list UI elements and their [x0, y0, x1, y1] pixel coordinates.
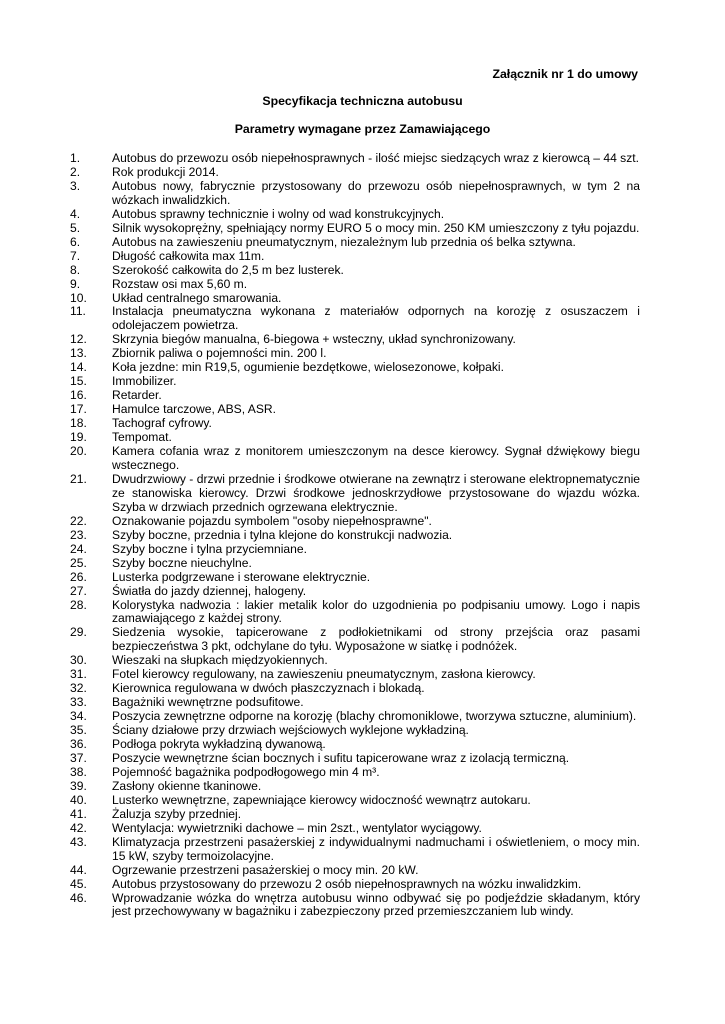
- list-item: [0, 417, 725, 431]
- item-number: 37.: [70, 750, 87, 765]
- item-text: Podłoga pokryta wykładziną dywanową.: [112, 737, 326, 752]
- item-number: 7.: [70, 248, 81, 263]
- list-item: [0, 599, 725, 627]
- list-item: [0, 152, 725, 166]
- item-number: 22.: [70, 513, 87, 528]
- item-number: 46.: [70, 890, 87, 905]
- list-item: [0, 305, 725, 333]
- item-number: 5.: [70, 220, 81, 235]
- item-number: 29.: [70, 625, 87, 640]
- item-number: 21.: [70, 471, 87, 486]
- list-item: [0, 347, 725, 361]
- item-text: Żaluzja szyby przedniej.: [112, 806, 242, 821]
- item-text: Światła do jazdy dziennej, halogeny.: [112, 583, 307, 598]
- list-item: [0, 389, 725, 403]
- item-number: 42.: [70, 820, 87, 835]
- item-text: Kolorystyka nadwozia : lakier metalik kolor do uzgodnienia po podpisaniu umowy. Logo i napis zamawiającego z każdej strony.: [112, 597, 640, 626]
- item-text: Koła jezdne: min R19,5, ogumienie bezdętkowe, wielosezonowe, kołpaki.: [112, 360, 504, 375]
- item-text: Oznakowanie pojazdu symbolem "osoby niepełnosprawne".: [112, 513, 432, 528]
- document-subtitle: Parametry wymagane przez Zamawiającego: [234, 122, 491, 136]
- item-text: Długość całkowita max 11m.: [112, 248, 265, 263]
- item-number: 4.: [70, 206, 81, 221]
- annex-label: Załącznik nr 1 do umowy: [492, 67, 638, 81]
- item-number: 18.: [70, 416, 87, 431]
- item-text: Lusterko wewnętrzne, zapewniające kierowcy widoczność wewnątrz autokaru.: [112, 792, 531, 807]
- item-text: Bagażniki wewnętrzne podsufitowe.: [112, 695, 304, 710]
- item-number: 13.: [70, 346, 87, 361]
- list-item: [0, 822, 725, 836]
- list-item: [0, 264, 725, 278]
- item-text: Immobilizer.: [112, 374, 177, 389]
- item-number: 19.: [70, 430, 87, 445]
- item-number: 10.: [70, 290, 87, 305]
- list-item: [0, 529, 725, 543]
- item-text: Układ centralnego smarowania.: [112, 290, 282, 305]
- list-item: [0, 180, 725, 208]
- item-text: Szyby boczne, przednia i tylna klejone do konstrukcji nadwozia.: [112, 527, 453, 542]
- list-item: [0, 557, 725, 571]
- item-text: Poszycia zewnętrzne odporne na korozję (blachy chromoniklowe, tworzywa sztuczne, aluminium).: [112, 709, 637, 724]
- item-number: 39.: [70, 778, 87, 793]
- list-item: [0, 208, 725, 222]
- item-text: Wprowadzanie wózka do wnętrza autobusu winno odbywać się po podjeździe składanym, który jest przechowywany w bagażniku i zabezpieczony przed przemieszczaniem lub windy.: [112, 890, 640, 919]
- list-item: [0, 626, 725, 654]
- item-number: 43.: [70, 834, 87, 849]
- list-item: [0, 445, 725, 473]
- list-item: [0, 836, 725, 864]
- item-number: 31.: [70, 667, 87, 682]
- item-text: Poszycie wewnętrzne ścian bocznych i sufitu tapicerowane wraz z izolacją termiczną.: [112, 750, 570, 765]
- item-number: 6.: [70, 234, 81, 249]
- item-number: 16.: [70, 388, 87, 403]
- list-item: [0, 222, 725, 236]
- item-number: 20.: [70, 444, 87, 459]
- list-item: [0, 724, 725, 738]
- item-text: Rozstaw osi max 5,60 m.: [112, 276, 248, 291]
- list-item: [0, 403, 725, 417]
- item-text: Lusterka podgrzewane i sterowane elektrycznie.: [112, 569, 371, 584]
- item-text: Tachograf cyfrowy.: [112, 416, 212, 431]
- list-item: [0, 571, 725, 585]
- item-text: Instalacja pneumatyczna wykonana z materiałów odpornych na korozję z osuszaczem i odolejaczem powietrza.: [112, 304, 640, 333]
- item-number: 2.: [70, 164, 81, 179]
- list-item: [0, 794, 725, 808]
- item-number: 27.: [70, 583, 87, 598]
- item-number: 12.: [70, 332, 87, 347]
- list-item: [0, 710, 725, 724]
- item-number: 36.: [70, 737, 87, 752]
- item-number: 1.: [70, 151, 81, 165]
- list-item: [0, 375, 725, 389]
- list-item: [0, 585, 725, 599]
- list-item: [0, 878, 725, 892]
- item-number: 30.: [70, 653, 87, 668]
- list-item: [0, 543, 725, 557]
- item-number: 33.: [70, 695, 87, 710]
- item-number: 41.: [70, 806, 87, 821]
- item-text: Ściany działowe przy drzwiach wejściowych wyklejone wykładziną.: [112, 723, 469, 738]
- item-number: 8.: [70, 262, 81, 277]
- item-text: Fotel kierowcy regulowany, na zawieszeniu pneumatycznym, zasłona kierowcy.: [112, 667, 536, 682]
- item-number: 38.: [70, 764, 87, 779]
- item-text: Szerokość całkowita do 2,5 m bez lusterek.: [112, 262, 344, 277]
- item-text: Autobus sprawny technicznie i wolny od wad konstrukcyjnych.: [112, 206, 445, 221]
- item-text: Dwudrzwiowy - drzwi przednie i środkowe otwierane na zewnątrz i sterowane elektropnematycznie ze stanowiska kierowcy. Drzwi środkowe jednoskrzydłowe przystosowane do wjazdu wózka. Szyba w drzwiach przednich ogrzewana elektrycznie.: [112, 471, 640, 514]
- list-item: [0, 780, 725, 794]
- list-item: [0, 654, 725, 668]
- item-text: Pojemność bagażnika podpodłogowego min 4 m³.: [112, 764, 380, 779]
- item-number: 45.: [70, 876, 87, 891]
- list-item: [0, 682, 725, 696]
- list-item: [0, 766, 725, 780]
- list-item: [0, 250, 725, 264]
- item-text: Wentylacja: wywietrzniki dachowe – min 2szt., wentylator wyciągowy.: [112, 820, 482, 835]
- item-number: 23.: [70, 527, 87, 542]
- list-item: [0, 236, 725, 250]
- list-item: [0, 668, 725, 682]
- item-number: 24.: [70, 541, 87, 556]
- item-number: 28.: [70, 597, 87, 612]
- list-item: [0, 278, 725, 292]
- item-text: Ogrzewanie przestrzeni pasażerskiej o mocy min. 20 kW.: [112, 862, 419, 877]
- item-number: 3.: [70, 178, 81, 193]
- item-number: 9.: [70, 276, 81, 291]
- item-text: Zasłony okienne tkaninowe.: [112, 778, 262, 793]
- item-number: 34.: [70, 709, 87, 724]
- item-number: 44.: [70, 862, 87, 877]
- item-number: 11.: [70, 304, 86, 319]
- item-number: 25.: [70, 555, 87, 570]
- list-item: [0, 864, 725, 878]
- list-item: [0, 808, 725, 822]
- item-number: 32.: [70, 681, 87, 696]
- item-text: Autobus nowy, fabrycznie przystosowany do przewozu osób niepełnosprawnych, w tym 2 na wózkach inwalidzkich.: [112, 178, 640, 207]
- item-number: 35.: [70, 723, 87, 738]
- list-item: [0, 431, 725, 445]
- list-item: [0, 292, 725, 306]
- specification-list: [0, 152, 725, 919]
- item-number: 17.: [70, 402, 87, 417]
- list-item: [0, 473, 725, 515]
- item-text: Kamera cofania wraz z monitorem umieszczonym na desce kierowcy. Sygnał dźwiękowy biegu wstecznego.: [112, 444, 640, 472]
- item-number: 26.: [70, 569, 87, 584]
- item-text: Hamulce tarczowe, ABS, ASR.: [112, 402, 277, 417]
- list-item: [0, 752, 725, 766]
- item-text: Szyby boczne nieuchylne.: [112, 555, 252, 570]
- list-item: [0, 738, 725, 752]
- list-item: [0, 361, 725, 375]
- item-text: Kierownica regulowana w dwóch płaszczyznach i blokadą.: [112, 681, 425, 696]
- list-item: [0, 333, 725, 347]
- item-number: 14.: [70, 360, 87, 375]
- item-text: Skrzynia biegów manualna, 6-biegowa + wsteczny, układ synchronizowany.: [112, 332, 516, 347]
- item-text: Autobus do przewozu osób niepełnosprawnych - ilość miejsc siedzących wraz z kierowcą – 44 szt.: [112, 151, 639, 165]
- item-text: Tempomat.: [112, 430, 172, 445]
- item-number: 15.: [70, 374, 87, 389]
- list-item: [0, 515, 725, 529]
- item-number: 40.: [70, 792, 87, 807]
- item-text: Klimatyzacja przestrzeni pasażerskiej z indywidualnymi nadmuchami i oświetleniem, o mocy min. 15 kW, szyby termoizolacyjne.: [112, 834, 640, 863]
- item-text: Siedzenia wysokie, tapicerowane z podłokietnikami od strony przejścia oraz pasami bezpieczeństwa 3 pkt, odchylane do tyłu. Wyposażone w siatkę i podnóżek.: [112, 625, 640, 654]
- list-item: [0, 892, 725, 920]
- list-item: [0, 166, 725, 180]
- list-item: [0, 696, 725, 710]
- item-text: Autobus przystosowany do przewozu 2 osób niepełnosprawnych na wózku inwalidzkim.: [112, 876, 582, 891]
- item-text: Zbiornik paliwa o pojemności min. 200 l.: [112, 346, 327, 361]
- document-title: Specyfikacja techniczna autobusu: [262, 94, 463, 108]
- item-text: Rok produkcji 2014.: [112, 164, 219, 179]
- item-text: Szyby boczne i tylna przyciemniane.: [112, 541, 307, 556]
- item-text: Autobus na zawieszeniu pneumatycznym, niezależnym lub przednia oś belka sztywna.: [112, 234, 576, 249]
- item-text: Silnik wysokoprężny, spełniający normy EURO 5 o mocy min. 250 KM umieszczony z tyłu pojazdu.: [112, 220, 640, 235]
- item-text: Retarder.: [112, 388, 162, 403]
- item-text: Wieszaki na słupkach międzyokiennych.: [112, 653, 328, 668]
